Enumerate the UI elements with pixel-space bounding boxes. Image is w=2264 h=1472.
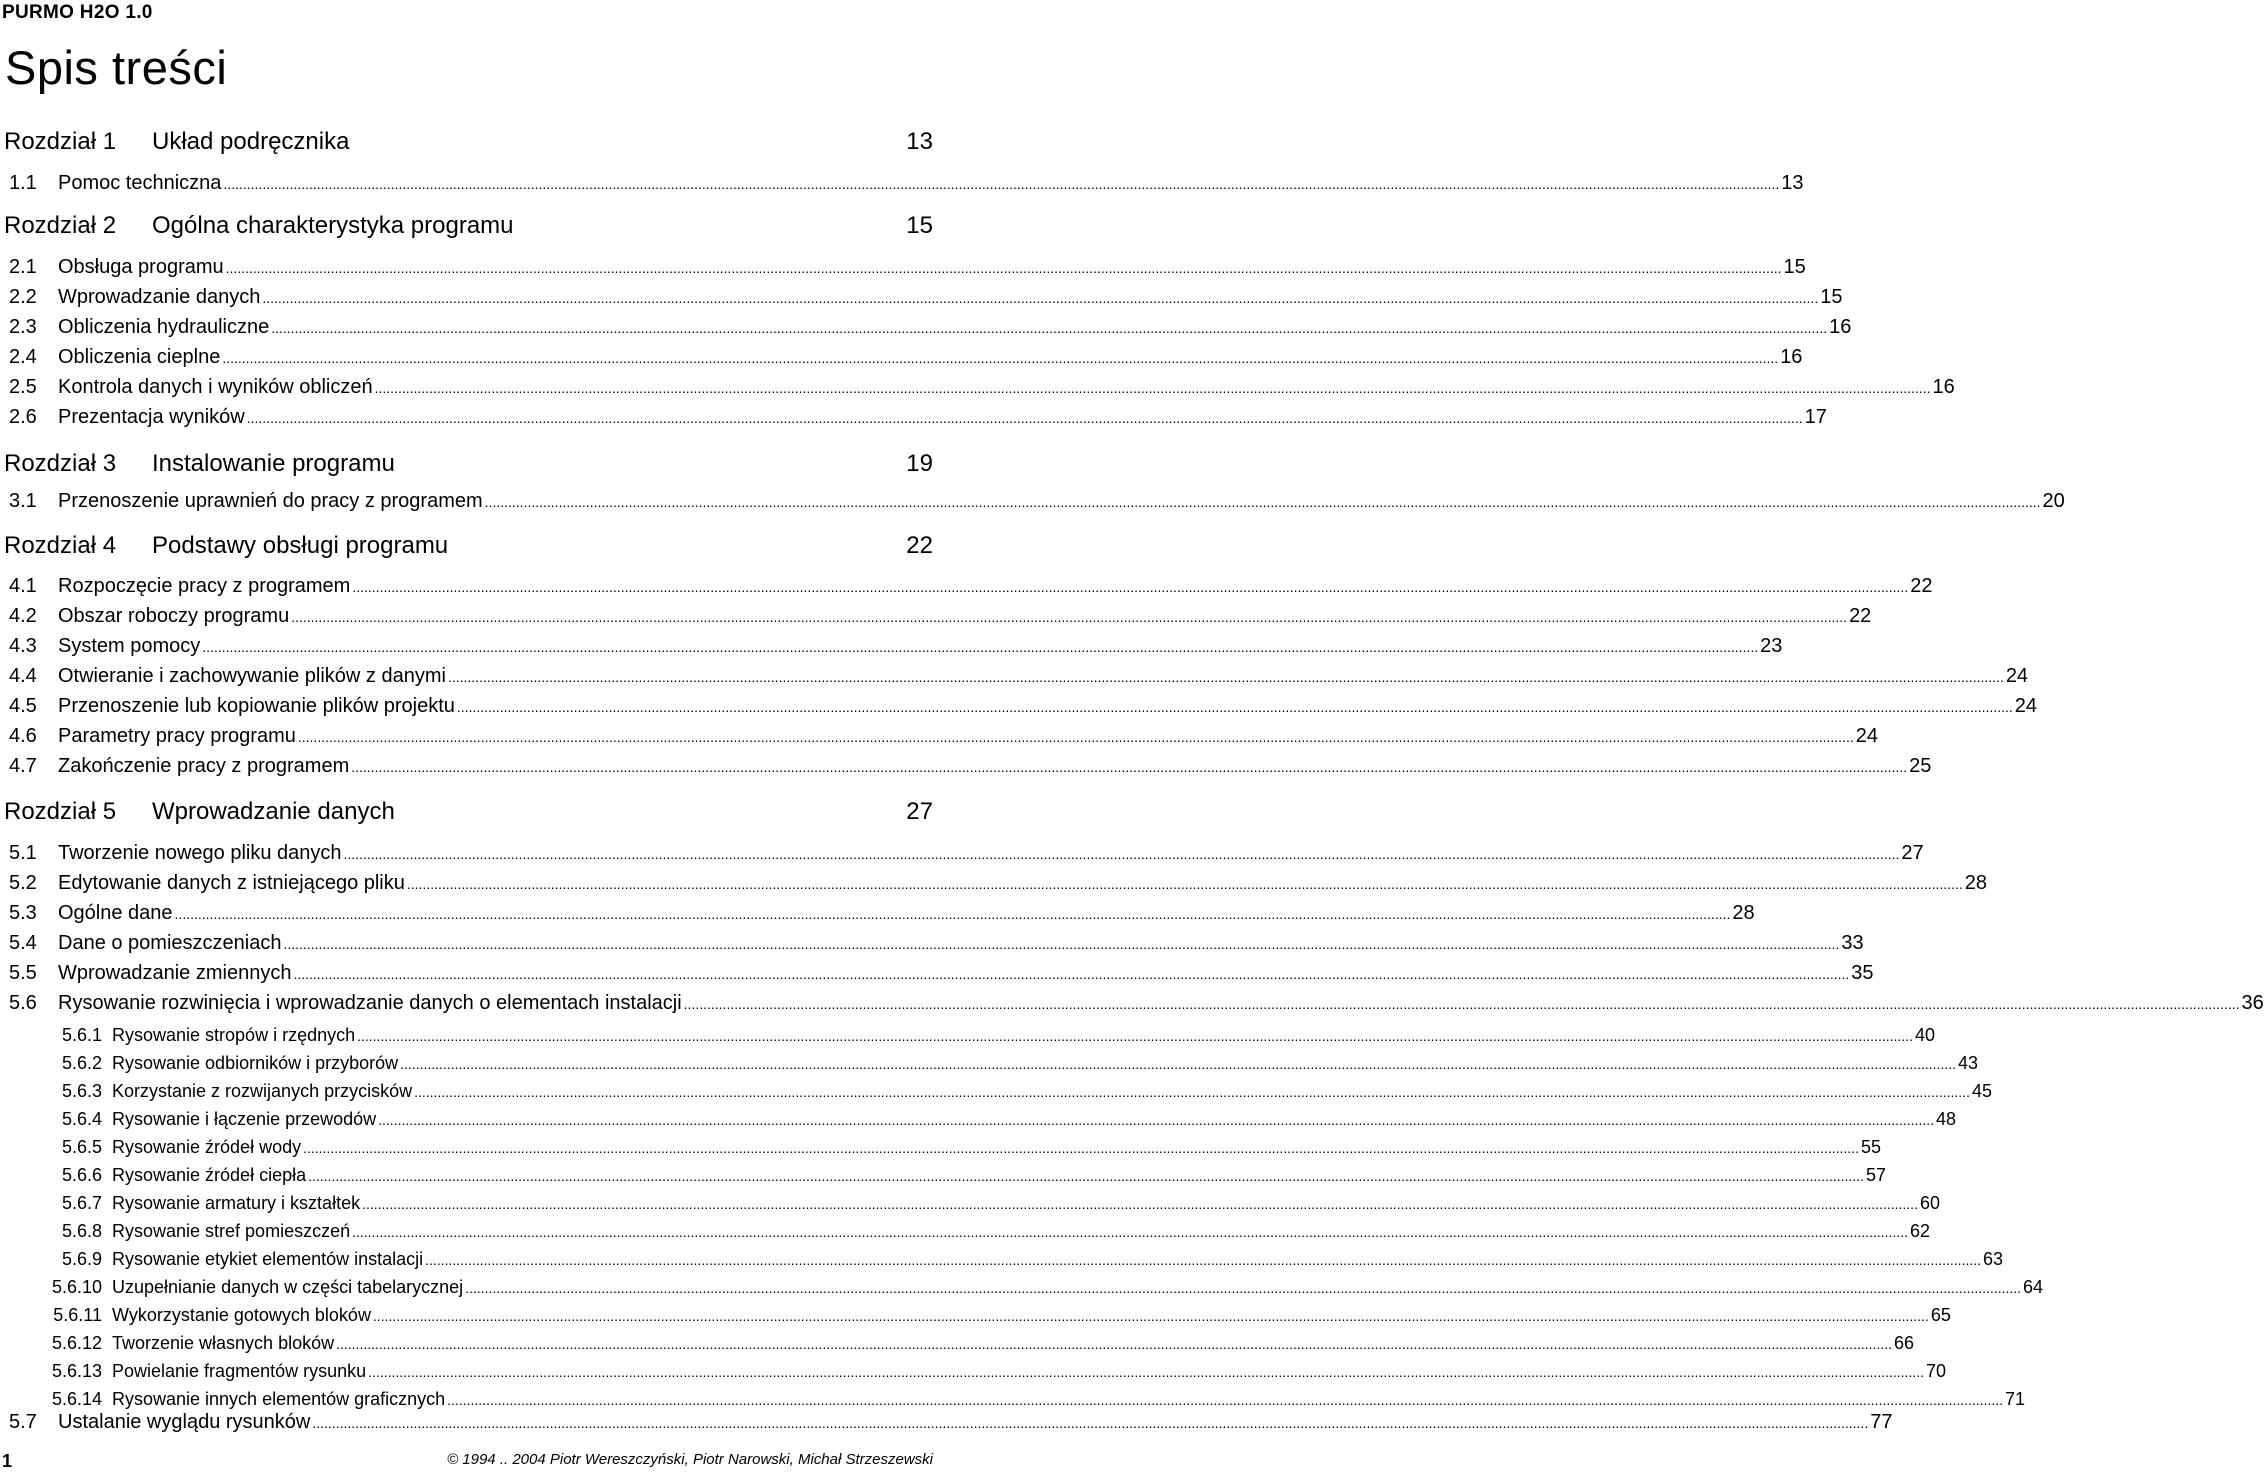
toc-entry-row[interactable]	[0, 1361, 1947, 1382]
toc-page-number: 15	[1820, 286, 1843, 308]
toc-entry-number: 5.6	[9, 992, 37, 1014]
toc-page-number: 15	[906, 212, 933, 239]
toc-entry-number: 5.5	[9, 962, 37, 984]
toc-entry-number: 2.5	[9, 376, 37, 398]
toc-page-number: 77	[1870, 1411, 1893, 1433]
toc-entry-title: Rysowanie stropów i rzędnych	[112, 1025, 356, 1045]
dot-leader: ................................................................................................................................................................................................................................................................................................................................................................................................................	[484, 494, 2041, 510]
toc-page-number: 27	[1901, 842, 1924, 864]
toc-entry-number: 5.6.4	[61, 1109, 102, 1129]
dot-leader: ................................................................................................................................................................................................................................................................................................................................................................................................................	[414, 1084, 1970, 1100]
toc-entry-title: Instalowanie programu	[152, 450, 395, 477]
toc-entry-title: Rysowanie stref pomieszczeń	[112, 1221, 351, 1241]
toc-entry-number: Rozdział 5	[4, 798, 117, 825]
toc-entry-row[interactable]	[0, 1053, 1979, 1074]
toc-page-number: 70	[1926, 1361, 1947, 1381]
toc-entry-title: Powielanie fragmentów rysunku	[112, 1361, 367, 1381]
toc-entry-row[interactable]	[0, 1193, 1940, 1214]
toc-entry-title: Prezentacja wyników	[58, 406, 245, 428]
document-header: PURMO H2O 1.0	[2, 2, 153, 23]
dot-leader: ................................................................................................................................................................................................................................................................................................................................................................................................................	[357, 1028, 1913, 1044]
toc-entry-title: Rysowanie etykiet elementów instalacji	[112, 1249, 424, 1269]
toc-entry-row[interactable]	[0, 346, 1803, 369]
dot-leader: ................................................................................................................................................................................................................................................................................................................................................................................................................	[456, 699, 2013, 715]
dot-leader: ................................................................................................................................................................................................................................................................................................................................................................................................................	[336, 1336, 1892, 1352]
toc-entry-number: Rozdział 2	[4, 212, 117, 239]
toc-entry-row[interactable]	[0, 695, 2038, 718]
toc-entry-number: 5.6.11	[53, 1305, 102, 1325]
toc-page-number: 24	[1855, 725, 1878, 747]
dot-leader: ................................................................................................................................................................................................................................................................................................................................................................................................................	[312, 1415, 1869, 1431]
toc-page-number: 71	[2005, 1389, 2026, 1409]
toc-entry-title: Wprowadzanie zmiennych	[58, 962, 292, 984]
dot-leader: ................................................................................................................................................................................................................................................................................................................................................................................................................	[223, 176, 1780, 192]
copyright-notice: © 1994 .. 2004 Piotr Wereszczyński, Piotr Narowski, Michał Strzeszewski	[447, 1451, 933, 1468]
toc-page-number: 48	[1936, 1109, 1957, 1129]
toc-entry-number: 4.1	[9, 575, 37, 597]
toc-page-number: 33	[1841, 932, 1864, 954]
toc-entry-row[interactable]	[0, 1081, 1992, 1102]
dot-leader: ................................................................................................................................................................................................................................................................................................................................................................................................................	[368, 1364, 1924, 1380]
toc-entry-number: 5.7	[9, 1411, 37, 1433]
toc-entry-row[interactable]	[0, 1305, 1951, 1326]
toc-entry-number: 2.1	[9, 256, 37, 278]
toc-entry-title: Rysowanie rozwinięcia i wprowadzanie danych o elementach instalacji	[58, 992, 682, 1014]
toc-entry-number: 5.6.12	[51, 1333, 102, 1353]
toc-entry-number: 5.6.2	[61, 1053, 102, 1073]
toc-page-number: 16	[1829, 316, 1852, 338]
toc-entry-row[interactable]	[0, 1389, 2026, 1410]
toc-entry-row[interactable]	[0, 1109, 1957, 1130]
toc-page-number: 35	[1851, 962, 1874, 984]
toc-entry-number: 1.1	[9, 172, 37, 194]
dot-leader: ................................................................................................................................................................................................................................................................................................................................................................................................................	[378, 1112, 1934, 1128]
toc-entry-row[interactable]	[0, 490, 2065, 513]
dot-leader: ................................................................................................................................................................................................................................................................................................................................................................................................................	[352, 1224, 1908, 1240]
toc-page-number: 43	[1958, 1053, 1979, 1073]
dot-leader: ................................................................................................................................................................................................................................................................................................................................................................................................................	[351, 759, 1908, 775]
toc-page-number: 36	[2241, 992, 2264, 1014]
toc-page-number: 27	[906, 798, 933, 825]
dot-leader: ................................................................................................................................................................................................................................................................................................................................................................................................................	[174, 906, 1731, 922]
toc-page-number: 22	[1849, 605, 1872, 627]
toc-page-number: 57	[1865, 1165, 1886, 1185]
toc-entry-title: Edytowanie danych z istniejącego pliku	[58, 872, 405, 894]
toc-chapter-row[interactable]	[0, 532, 933, 560]
page-title: Spis treści	[5, 41, 228, 94]
toc-entry-number: 2.6	[9, 406, 37, 428]
toc-page-number: 22	[1910, 575, 1933, 597]
toc-entry-title: Zakończenie pracy z programem	[58, 755, 350, 777]
dot-leader: ................................................................................................................................................................................................................................................................................................................................................................................................................	[374, 380, 1931, 396]
toc-entry-title: Wprowadzanie danych	[152, 798, 395, 825]
dot-leader: ................................................................................................................................................................................................................................................................................................................................................................................................................	[297, 729, 1854, 745]
toc-page-number: 13	[1781, 172, 1804, 194]
toc-entry-number: 5.6.13	[51, 1361, 102, 1381]
dot-leader: ................................................................................................................................................................................................................................................................................................................................................................................................................	[291, 609, 1848, 625]
toc-page-number: 65	[1930, 1305, 1951, 1325]
toc-page-number: 15	[1783, 256, 1806, 278]
toc-entry-title: Obliczenia cieplne	[58, 346, 221, 368]
toc-entry-title: Otwieranie i zachowywanie plików z danymi	[58, 665, 446, 687]
toc-page-number: 16	[1932, 376, 1955, 398]
toc-chapter-row[interactable]	[0, 212, 933, 240]
toc-entry-row[interactable]	[0, 1277, 2044, 1298]
toc-page-number: 60	[1919, 1193, 1940, 1213]
toc-entry-row[interactable]	[0, 376, 1955, 399]
toc-entry-title: Wprowadzanie danych	[58, 286, 261, 308]
toc-entry-number: 4.4	[9, 665, 37, 687]
toc-entry-row[interactable]	[0, 316, 1852, 339]
toc-entry-number: 2.3	[9, 316, 37, 338]
dot-leader: ................................................................................................................................................................................................................................................................................................................................................................................................................	[225, 260, 1782, 276]
toc-chapter-row[interactable]	[0, 128, 933, 156]
toc-entry-number: 5.6.9	[61, 1249, 102, 1269]
toc-page-number: 24	[2014, 695, 2038, 717]
toc-entry-title: Rysowanie źródeł wody	[112, 1137, 302, 1157]
dot-leader: ................................................................................................................................................................................................................................................................................................................................................................................................................	[406, 876, 1963, 892]
toc-entry-title: Ustalanie wyglądu rysunków	[58, 1411, 311, 1433]
toc-entry-row[interactable]	[0, 256, 1806, 279]
toc-entry-title: Przenoszenie uprawnień do pracy z programem	[58, 490, 483, 512]
toc-chapter-row[interactable]	[0, 798, 933, 826]
toc-page-number: 40	[1914, 1025, 1935, 1045]
dot-leader: ................................................................................................................................................................................................................................................................................................................................................................................................................	[400, 1056, 1956, 1072]
toc-entry-number: 5.6.10	[51, 1277, 102, 1297]
toc-entry-row[interactable]	[0, 932, 1864, 955]
dot-leader: ................................................................................................................................................................................................................................................................................................................................................................................................................	[362, 1196, 1918, 1212]
dot-leader: ................................................................................................................................................................................................................................................................................................................................................................................................................	[283, 936, 1840, 952]
page-number: 1	[2, 1451, 13, 1471]
dot-leader: ................................................................................................................................................................................................................................................................................................................................................................................................................	[425, 1252, 1982, 1268]
toc-entry-title: Ogólna charakterystyka programu	[152, 212, 514, 239]
toc-entry-row[interactable]	[0, 992, 2264, 1015]
toc-entry-title: Obliczenia hydrauliczne	[58, 316, 270, 338]
toc-entry-row[interactable]	[0, 172, 1804, 195]
toc-entry-number: Rozdział 1	[4, 128, 117, 155]
toc-entry-row[interactable]	[0, 635, 1783, 658]
toc-entry-number: 4.2	[9, 605, 37, 627]
toc-page-number: 63	[1983, 1249, 2004, 1269]
toc-page-number: 13	[906, 128, 933, 155]
toc-page-number: 19	[906, 450, 933, 477]
toc-entry-number: 2.2	[9, 286, 37, 308]
toc-entry-title: Kontrola danych i wyników obliczeń	[58, 376, 373, 398]
toc-entry-number: 4.3	[9, 635, 37, 657]
toc-entry-row[interactable]	[0, 1333, 1914, 1354]
toc-entry-title: Rysowanie armatury i kształtek	[112, 1193, 361, 1213]
toc-entry-row[interactable]	[0, 605, 1872, 628]
toc-entry-number: 5.6.1	[61, 1025, 102, 1045]
toc-entry-title: Uzupełnianie danych w części tabelarycznej	[112, 1277, 464, 1297]
toc-entry-number: 5.1	[9, 842, 37, 864]
toc-entry-number: 4.7	[9, 755, 37, 777]
dot-leader: ................................................................................................................................................................................................................................................................................................................................................................................................................	[683, 996, 2240, 1012]
toc-entry-title: Rysowanie i łączenie przewodów	[112, 1109, 377, 1129]
toc-entry-row[interactable]	[0, 1137, 1881, 1158]
dot-leader: ................................................................................................................................................................................................................................................................................................................................................................................................................	[222, 350, 1779, 366]
toc-entry-row[interactable]	[0, 872, 1987, 895]
dot-leader: ................................................................................................................................................................................................................................................................................................................................................................................................................	[447, 1392, 2004, 1408]
toc-entry-number: 5.6.6	[61, 1165, 102, 1185]
toc-entry-number: Rozdział 4	[4, 532, 117, 559]
toc-entry-title: Tworzenie własnych bloków	[112, 1333, 335, 1353]
toc-entry-row[interactable]	[0, 1025, 1935, 1046]
dot-leader: ................................................................................................................................................................................................................................................................................................................................................................................................................	[202, 639, 1759, 655]
toc-entry-row[interactable]	[0, 725, 1878, 748]
toc-page-number: 22	[906, 532, 933, 559]
toc-entry-number: Rozdział 3	[4, 450, 117, 477]
toc-entry-title: Przenoszenie lub kopiowanie plików projektu	[58, 695, 455, 717]
dot-leader: ................................................................................................................................................................................................................................................................................................................................................................................................................	[262, 290, 1819, 306]
toc-entry-number: 5.6.5	[61, 1137, 102, 1157]
toc-entry-number: 2.4	[9, 346, 37, 368]
toc-page-number: 45	[1971, 1081, 1992, 1101]
toc-entry-title: Rysowanie odbiorników i przyborów	[112, 1053, 399, 1073]
dot-leader: ................................................................................................................................................................................................................................................................................................................................................................................................................	[246, 410, 1803, 426]
toc-entry-title: Rysowanie innych elementów graficznych	[112, 1389, 446, 1409]
toc-entry-title: Rysowanie źródeł ciepła	[112, 1165, 307, 1185]
toc-entry-title: Wykorzystanie gotowych bloków	[112, 1305, 371, 1325]
toc-entry-title: Obszar roboczy programu	[58, 605, 290, 627]
toc-entry-number: 5.2	[9, 872, 37, 894]
toc-entry-row[interactable]	[0, 406, 1827, 429]
toc-entry-row[interactable]	[0, 1165, 1886, 1186]
toc-page-number: 25	[1909, 755, 1932, 777]
toc-entry-number: 5.3	[9, 902, 37, 924]
toc-entry-title: Rozpoczęcie pracy z programem	[58, 575, 351, 597]
toc-entry-number: 5.6.7	[61, 1193, 102, 1213]
toc-entry-row[interactable]	[0, 1221, 1930, 1242]
toc-entry-number: 5.6.8	[61, 1221, 102, 1241]
toc-entry-number: 4.6	[9, 725, 37, 747]
toc-entry-number: 3.1	[9, 490, 37, 512]
toc-entry-title: Parametry pracy programu	[58, 725, 296, 747]
toc-entry-title: Korzystanie z rozwijanych przycisków	[112, 1081, 413, 1101]
toc-entry-title: Układ podręcznika	[152, 128, 350, 155]
dot-leader: ................................................................................................................................................................................................................................................................................................................................................................................................................	[308, 1168, 1864, 1184]
toc-page-number: 55	[1860, 1137, 1881, 1157]
toc-entry-title: Dane o pomieszczeniach	[58, 932, 282, 954]
toc-entry-number: 5.6.14	[51, 1389, 102, 1409]
toc-page-number: 28	[1732, 902, 1755, 924]
toc-entry-row[interactable]	[0, 755, 1932, 778]
toc-entry-row[interactable]	[0, 575, 1933, 598]
toc-entry-row[interactable]	[0, 962, 1874, 985]
toc-entry-title: Obsługa programu	[58, 256, 224, 278]
toc-page-number: 66	[1893, 1333, 1914, 1353]
toc-entry-title: Pomoc techniczna	[58, 172, 222, 194]
dot-leader: ................................................................................................................................................................................................................................................................................................................................................................................................................	[465, 1280, 2022, 1296]
toc-entry-title: Tworzenie nowego pliku danych	[58, 842, 342, 864]
toc-entry-title: Podstawy obsługi programu	[152, 532, 449, 559]
dot-leader: ................................................................................................................................................................................................................................................................................................................................................................................................................	[343, 846, 1900, 862]
toc-entry-row[interactable]	[0, 665, 2029, 688]
toc-entry-row[interactable]	[0, 1249, 2004, 1270]
toc-entry-number: 5.4	[9, 932, 37, 954]
toc-page-number: 23	[1760, 635, 1783, 657]
dot-leader: ................................................................................................................................................................................................................................................................................................................................................................................................................	[293, 966, 1850, 982]
toc-entry-number: 5.6.3	[61, 1081, 102, 1101]
toc-entry-row[interactable]	[0, 286, 1843, 309]
toc-entry-row[interactable]	[0, 842, 1924, 865]
dot-leader: ................................................................................................................................................................................................................................................................................................................................................................................................................	[303, 1140, 1859, 1156]
toc-page-number: 62	[1909, 1221, 1930, 1241]
toc-page-number: 20	[2042, 490, 2065, 512]
toc-page-number: 17	[1804, 406, 1827, 428]
dot-leader: ................................................................................................................................................................................................................................................................................................................................................................................................................	[352, 579, 1909, 595]
toc-entry-row[interactable]	[0, 1411, 1893, 1434]
toc-page-number: 64	[2023, 1277, 2044, 1297]
toc-entry-row[interactable]	[0, 902, 1755, 925]
dot-leader: ................................................................................................................................................................................................................................................................................................................................................................................................................	[372, 1308, 1929, 1324]
toc-entry-title: Ogólne dane	[58, 902, 173, 924]
dot-leader: ................................................................................................................................................................................................................................................................................................................................................................................................................	[271, 320, 1828, 336]
toc-page-number: 28	[1964, 872, 1987, 894]
toc-page-number: 24	[2005, 665, 2029, 687]
toc-entry-number: 4.5	[9, 695, 37, 717]
toc-page-number: 16	[1780, 346, 1803, 368]
dot-leader: ................................................................................................................................................................................................................................................................................................................................................................................................................	[447, 669, 2004, 685]
toc-chapter-row[interactable]	[0, 450, 933, 478]
toc-entry-title: System pomocy	[58, 635, 201, 657]
